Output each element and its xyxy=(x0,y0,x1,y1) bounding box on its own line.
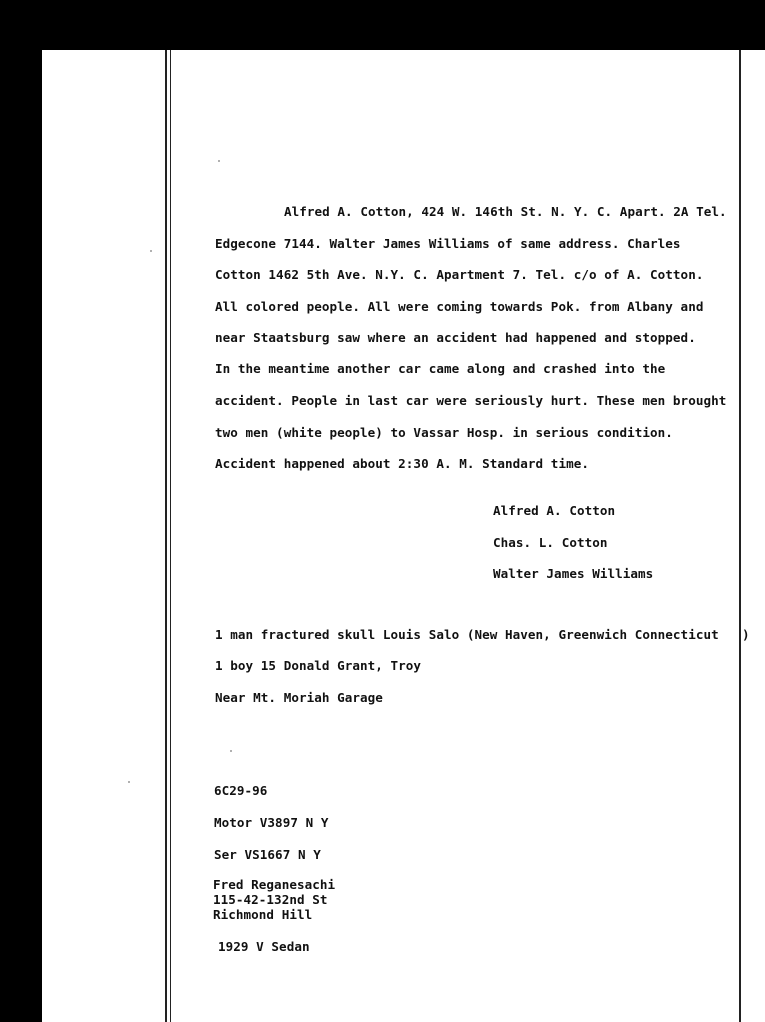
narrative-line: two men (white people) to Vassar Hosp. in serious condition. xyxy=(215,425,673,440)
owner-city: Richmond Hill xyxy=(213,907,313,922)
narrative-line: accident. People in last car were seriously hurt. These men brought xyxy=(215,393,727,408)
narrative-line: Edgecone 7144. Walter James Williams of same address. Charles xyxy=(215,236,681,251)
injury-line: 1 man fractured skull Louis Salo (New Haven, Greenwich Connecticut xyxy=(215,627,719,642)
speck xyxy=(218,160,220,162)
signature-line: Walter James Williams xyxy=(493,566,654,581)
injury-line: 1 boy 15 Donald Grant, Troy xyxy=(215,658,422,673)
narrative-line: Accident happened about 2:30 A. M. Standard time. xyxy=(215,456,589,471)
left-margin-rule-inner xyxy=(170,50,171,1022)
signature-line: Alfred A. Cotton xyxy=(493,503,616,518)
speck xyxy=(150,250,152,252)
vehicle-model: 1929 V Sedan xyxy=(218,939,310,954)
motor-number: Motor V3897 N Y xyxy=(214,815,329,830)
narrative-line: Alfred A. Cotton, 424 W. 146th St. N. Y. C. Apart. 2A Tel. xyxy=(284,204,727,219)
closing-parenthesis: ) xyxy=(742,627,750,642)
location-line: Near Mt. Moriah Garage xyxy=(215,690,383,705)
left-margin-rule xyxy=(165,50,167,1022)
narrative-line: near Staatsburg saw where an accident had happened and stopped. xyxy=(215,330,696,345)
speck xyxy=(230,750,232,752)
speck xyxy=(128,781,130,783)
narrative-line: In the meantime another car came along and crashed into the xyxy=(215,361,666,376)
right-margin-rule xyxy=(739,50,741,1022)
owner-address: 115-42-132nd St xyxy=(213,892,328,907)
case-number: 6C29-96 xyxy=(214,783,268,798)
owner-name: Fred Reganesachi xyxy=(213,877,336,892)
signature-line: Chas. L. Cotton xyxy=(493,535,608,550)
serial-number: Ser VS1667 N Y xyxy=(214,847,321,862)
narrative-line: All colored people. All were coming towards Pok. from Albany and xyxy=(215,299,704,314)
document-page xyxy=(42,50,765,1022)
narrative-line: Cotton 1462 5th Ave. N.Y. C. Apartment 7. Tel. c/o of A. Cotton. xyxy=(215,267,704,282)
